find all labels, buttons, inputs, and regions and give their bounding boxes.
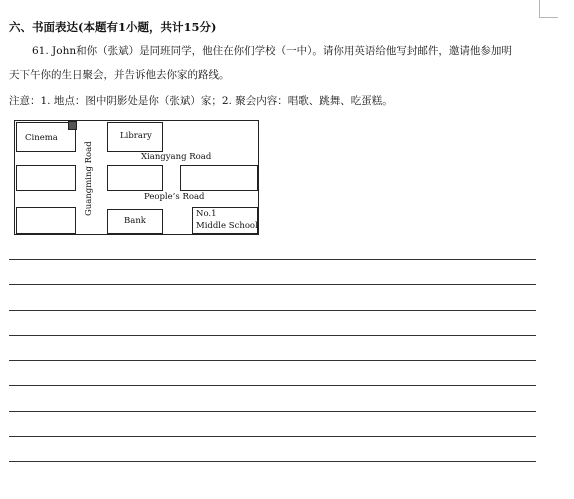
peoples-road-label: People’s Road <box>144 192 205 202</box>
page-corner-mark <box>539 0 558 18</box>
home-shaded-block <box>68 121 77 130</box>
question-note: 注意：1. 地点：图中阴影处是你（张斌）家；2. 聚会内容：唱歌、跳舞、吃蛋糕。 <box>9 95 393 107</box>
writing-line <box>9 411 536 412</box>
route-map <box>14 120 259 235</box>
writing-line <box>9 385 536 386</box>
map-block-left-middle <box>16 165 76 191</box>
writing-line <box>9 360 536 361</box>
map-block-left-bottom <box>16 207 76 234</box>
answer-writing-area <box>9 259 536 487</box>
writing-line <box>9 335 536 336</box>
writing-line <box>9 461 536 462</box>
bank-label: Bank <box>124 216 146 226</box>
question-text-line-2: 天下午你的生日聚会，并告诉他去你家的路线。 <box>9 69 230 81</box>
writing-line <box>9 284 536 285</box>
writing-line <box>9 259 536 260</box>
cinema-label: Cinema <box>25 133 58 143</box>
guangming-road-label: Guangming Road <box>84 141 94 216</box>
question-text-line-1: 61. John和你（张斌）是同班同学，他住在你们学校（一中）。请你用英语给他写封邮件，邀请他参加明 <box>32 45 512 57</box>
library-label: Library <box>120 131 152 141</box>
map-block-right-middle <box>180 165 258 191</box>
school-label-line-1: No.1 <box>196 209 217 219</box>
xiangyang-road-label: Xiangyang Road <box>141 152 212 162</box>
section-heading: 六、书面表达(本题有1小题，共计15分) <box>9 20 217 34</box>
school-label-line-2: Middle School <box>196 221 258 231</box>
map-block-center-middle <box>107 165 163 191</box>
writing-line <box>9 310 536 311</box>
writing-line <box>9 436 536 437</box>
